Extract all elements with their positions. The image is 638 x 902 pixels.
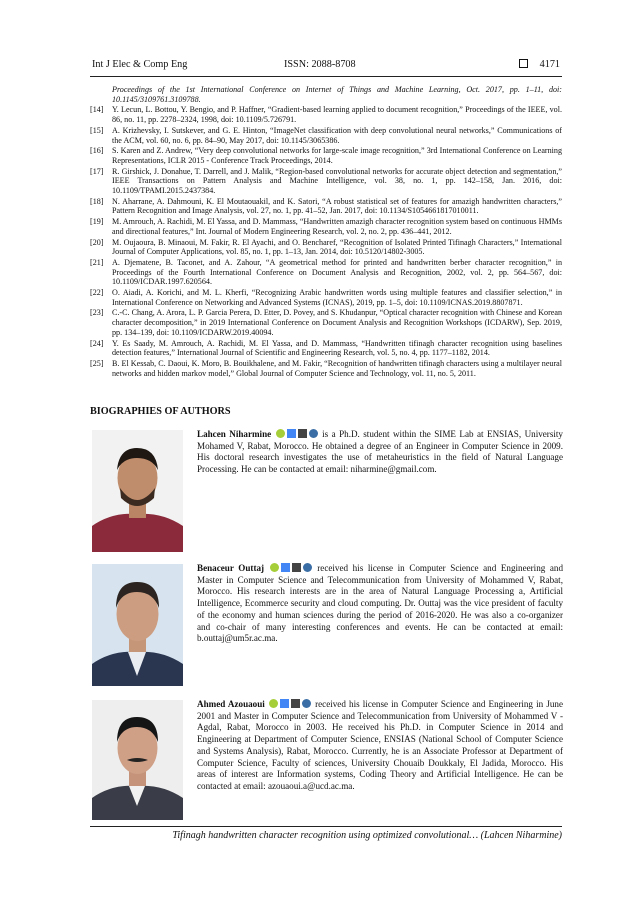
google-scholar-icon[interactable] [281, 563, 290, 572]
orcid-icon[interactable] [276, 429, 285, 438]
issn: ISSN: 2088-8708 [284, 59, 356, 70]
reference-number: [14] [90, 105, 104, 115]
publons-icon[interactable] [303, 563, 312, 572]
page-number: 4171 [539, 59, 560, 70]
reference-number: [19] [90, 217, 104, 227]
author-name: Benaceur Outtaj [197, 563, 265, 573]
running-header [92, 59, 560, 75]
google-scholar-icon[interactable] [280, 699, 289, 708]
reference-text: M. Oujaoura, B. Minaoui, M. Fakir, R. El Ayachi, and O. Bencharef, “Recognition of Isolated Printed Tifinagh Characters,” International Journal of Computer Applications, vol. 85, no. 1, pp. 1–13, Jan. 2014, doi: 10.5120/14802-3005. [112, 237, 562, 257]
google-scholar-icon[interactable] [287, 429, 296, 438]
reference-item [90, 217, 562, 236]
reference-number: [20] [90, 237, 104, 247]
scopus-icon[interactable] [291, 699, 300, 708]
orcid-icon[interactable] [269, 699, 278, 708]
reference-text: A. Krizhevsky, I. Sutskever, and G. E. Hinton, “ImageNet classification with deep convolutional neural networks,” Communications of the ACM, vol. 60, no. 6, pp. 84–90, May 2017, doi: 10.1145/3065386. [112, 125, 562, 145]
publons-icon[interactable] [302, 699, 311, 708]
author-bio-2 [197, 563, 563, 645]
footer-rule [90, 826, 562, 827]
reference-item [90, 339, 562, 358]
reference-text: N. Aharrane, A. Dahmouni, K. El Moutaouakil, and K. Satori, “A robust statistical set of features for amazigh handwritten characters,” Pattern Recognition and Image Analysis, vol. 27, no. 1, pp. 41–52, Jan. 2017, doi: 10.1134/S1054661817010011. [112, 196, 562, 216]
reference-number: [15] [90, 125, 104, 135]
reference-item [90, 105, 562, 124]
reference-item [90, 359, 562, 378]
journal-name: Int J Elec & Comp Eng [92, 59, 188, 70]
reference-number: [23] [90, 308, 104, 318]
reference-item [90, 308, 562, 337]
reference-item [90, 167, 562, 196]
reference-text: O. Aiadi, A. Korichi, and M. L. Kherfi, “Recognizing Arabic handwritten words using multiple features and classifier selection,” in International Conference on Networking and Advanced Systems (ICNAS), 2019, pp. 1–5, doi: 10.1109/ICNAS.2019.8807871. [112, 288, 562, 307]
reference-number: [17] [90, 166, 104, 176]
reference-text: Y. Lecun, L. Bottou, Y. Bengio, and P. Haffner, “Gradient-based learning applied to document recognition,” Proceedings of the IEEE, vol. 86, no. 11, pp. 2278–2324, 1998, doi: 10.1109/5.726791. [112, 105, 562, 125]
reference-number: [16] [90, 146, 104, 156]
reference-number: [21] [90, 257, 104, 267]
author-photo-1 [92, 430, 183, 552]
header-rule [90, 76, 562, 77]
author-bio-3 [197, 699, 563, 793]
author-bio-text: received his license in Computer Science and Engineering in June 2001 and Master in Computer Science and Telecommunication from University of Mohammed V - Agdal, Rabat, Morocco in 2003. He received his Ph.D. in Computer Science in 2014 and Engineering at Department of Computer Science, ENSIAS (National School of Computer Science and Systems Analysis), Rabat, Morocco. Currently, he is an Associate Professor at Department of Computer Science, Faculty of sciences, University Chouaib Doukkaly, El Jadida, Morocco. His areas of interest are Information systems, Coding Theory and Artificial Intelligence. He can be contacted at email: azouaoui.a@ucd.ac.ma. [197, 699, 563, 791]
reference-text: S. Karen and Z. Andrew, “Very deep convolutional networks for large-scale image recognition,” 3rd International Conference on Learning Representations, ICLR 2015 - Conference Track Proceedings, 2014. [112, 146, 562, 165]
reference-text: M. Amrouch, A. Rachidi, M. El Yassa, and D. Mammass, “Handwritten amazigh character recognition system based on continuous HMMs and directional features,” Int. Journal of Modern Engineering Research, vol. 2, no. 2, pp. 436–441, 2012. [112, 217, 562, 236]
author-bio-text: is a Ph.D. student within the SIME Lab at ENSIAS, University Mohamed V, Rabat, Morocco. He obtained a degree of an Engineer in Computer Science in 2009. His doctoral research investigates the use of metaheuristics in the field of Natural Language Processing. He can be contacted at email: niharmine@gmail.com. [197, 429, 563, 475]
scopus-icon[interactable] [298, 429, 307, 438]
scopus-icon[interactable] [292, 563, 301, 572]
reference-item [90, 288, 562, 307]
running-footer: Tifinagh handwritten character recognition using optimized convolutional… (Lahcen Niharmine) [172, 830, 562, 841]
reference-item [90, 146, 562, 165]
author-photo-2 [92, 564, 183, 686]
publons-icon[interactable] [309, 429, 318, 438]
references-list [90, 85, 562, 379]
author-bio-1 [197, 429, 563, 476]
reference-number: [22] [90, 288, 104, 298]
checkbox-icon [519, 59, 528, 68]
reference-item [90, 238, 562, 257]
reference-continued: Proceedings of the 1st International Conference on Internet of Things and Machine Learning, Oct. 2017, pp. 1–11, doi: 10.1145/3109761.3109788. [112, 85, 562, 104]
reference-number: [24] [90, 338, 104, 348]
author-bio-text: received his license in Computer Science and Engineering and Master in Computer Science and Telecommunication from University of Mohammed V, Rabat, Morocco. His research interests are in the area of Natural Language Processing a, Artificial Intelligence, Ecommerce security and cloud computing. Dr. Outtaj was the vice president of faculty of the economy and human sciences during the period of 2016-2020. He was also a co-organizer and co-chair of many interesting conferences and events. He can be contacted at email: b.outtaj@um5r.ac.ma. [197, 563, 564, 644]
reference-text: R. Girshick, J. Donahue, T. Darrell, and J. Malik, “Region-based convolutional networks for accurate object detection and segmentation,” IEEE Transactions on Pattern Analysis and Machine Intelligence, vol. 38, no. 1, pp. 142–158, Jan. 2016, doi: 10.1109/TPAMI.2015.2437384. [112, 166, 562, 196]
page-number-wrap [519, 59, 560, 70]
reference-text: Y. Es Saady, M. Amrouch, A. Rachidi, M. El Yassa, and D. Mammass, “Handwritten tifinagh character recognition using baselines detection features,” International Journal of Scientific and Engineering Research, vol. 5, no. 4, pp. 1177–1182, 2014. [112, 338, 562, 358]
reference-item [90, 197, 562, 216]
author-name: Ahmed Azouaoui [197, 699, 265, 709]
reference-item [90, 258, 562, 287]
orcid-icon[interactable] [270, 563, 279, 572]
reference-text: A. Djematene, B. Taconet, and A. Zahour, “A geometrical method for printed and handwritten berber character recognition,” in Proceedings of the Fourth International Conference on Document Analysis and Recognition, 2002, vol. 2, pp. 564–567, doi: 10.1109/ICDAR.1997.620564. [112, 257, 562, 287]
reference-text: B. El Kessab, C. Daoui, K. Moro, B. Bouikhalene, and M. Fakir, “Recognition of handwritten tifinagh characters using a multilayer neural networks and hidden markov model,” Global Journal of Computer Science and Technology, vol. 11, no. 5, 2011. [112, 358, 562, 378]
author-photo-3 [92, 700, 183, 820]
biographies-heading: BIOGRAPHIES OF AUTHORS [90, 406, 231, 417]
reference-number: [18] [90, 196, 104, 206]
author-name: Lahcen Niharmine [197, 429, 272, 439]
reference-text: C.-C. Chang, A. Arora, L. P. Garcia Perera, D. Etter, D. Povey, and S. Khudanpur, “Optical character recognition with Chinese and Korean character decomposition,” in 2019 International Conference on Document Analysis and Recognition Workshops (ICDARW), Sep. 2019, pp. 134–139, doi: 10.1109/ICDARW.2019.40094. [112, 308, 562, 337]
reference-item [90, 126, 562, 145]
reference-number: [25] [90, 358, 104, 368]
